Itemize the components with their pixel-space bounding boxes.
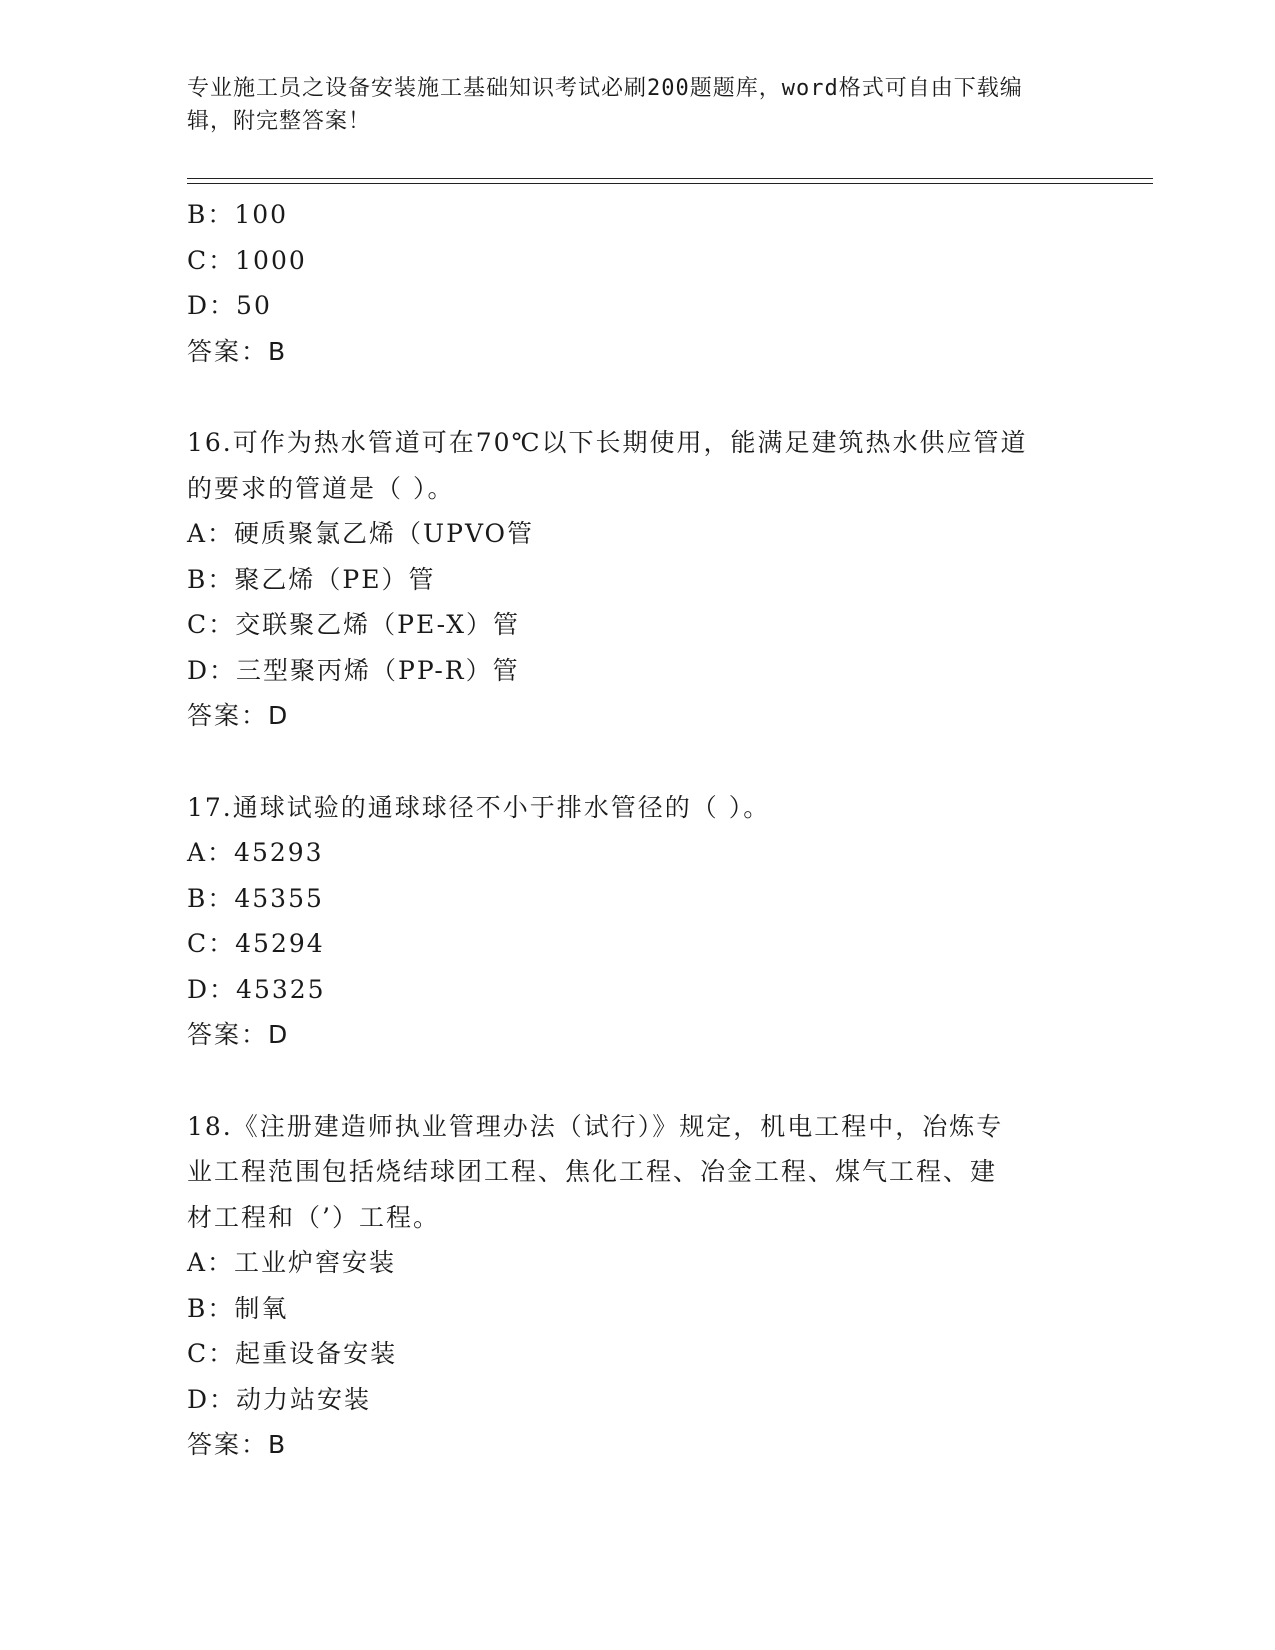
option-d: D：动力站安装 xyxy=(187,1384,372,1414)
header-rule-top xyxy=(187,178,1153,179)
option-c: C：45294 xyxy=(187,929,325,958)
header-rule-bottom xyxy=(187,183,1153,184)
question-16 xyxy=(187,420,1117,739)
question-15 xyxy=(187,192,1117,374)
spacer xyxy=(187,739,1117,785)
document-header: 专业施工员之设备安装施工基础知识考试必刷200题题库，word格式可自由下载编辑，附完整答案！ xyxy=(187,76,1023,134)
option-c: C：交联聚乙烯（PE-X）管 xyxy=(187,610,521,639)
option-c: C：起重设备安装 xyxy=(187,1339,398,1368)
option-d: D：三型聚丙烯（PP-R）管 xyxy=(187,655,520,685)
question-stem-line: 业工程范围包括烧结球团工程、焦化工程、冶金工程、煤气工程、建 xyxy=(187,1157,998,1186)
question-stem-line: 16.可作为热水管道可在70℃以下长期使用，能满足建筑热水供应管道 xyxy=(187,428,1028,457)
spacer xyxy=(187,1058,1117,1104)
option-d: D：50 xyxy=(187,291,272,320)
answer: 答案：B xyxy=(187,336,288,366)
question-stem-line: 的要求的管道是（ ）。 xyxy=(187,473,455,503)
option-b: B：45355 xyxy=(187,883,324,913)
answer: 答案：B xyxy=(187,1430,288,1459)
option-c: C：1000 xyxy=(187,245,307,275)
option-b: B：100 xyxy=(187,200,289,229)
answer: 答案：D xyxy=(187,1020,290,1049)
question-17 xyxy=(187,785,1117,1058)
option-a: A：工业炉窖安装 xyxy=(187,1248,397,1277)
question-list xyxy=(187,192,1117,1468)
option-b: B：制氧 xyxy=(187,1293,289,1323)
question-stem-line: 18.《注册建造师执业管理办法（试行）》规定，机电工程中，冶炼专 xyxy=(187,1111,1004,1141)
answer: 答案：D xyxy=(187,701,290,730)
spacer xyxy=(187,374,1117,420)
question-stem-line: 材工程和（’）工程。 xyxy=(187,1202,440,1232)
question-18 xyxy=(187,1104,1117,1468)
option-a: A：45293 xyxy=(187,838,324,867)
question-stem-line: 17.通球试验的通球球径不小于排水管径的（ ）。 xyxy=(187,792,771,822)
option-b: B：聚乙烯（PE）管 xyxy=(187,564,436,594)
option-d: D：45325 xyxy=(187,974,326,1004)
option-a: A：硬质聚氯乙烯（UPVO管 xyxy=(187,519,535,548)
